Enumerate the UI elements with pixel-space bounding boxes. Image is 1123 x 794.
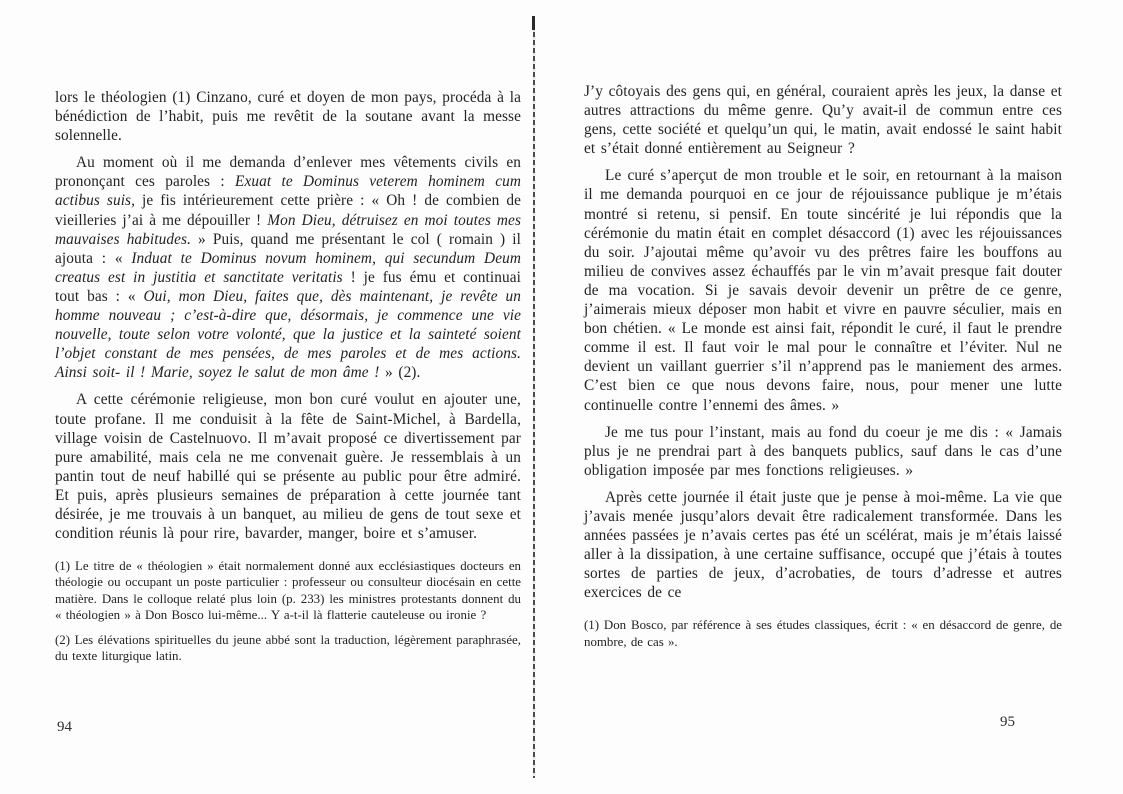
left-page-body bbox=[55, 88, 521, 543]
page-number-right: 95 bbox=[1000, 714, 1015, 730]
paragraph: lors le théologien (1) Cinzano, curé et doyen de mon pays, procéda à la bénédiction de l’habit, puis me revêtit de la soutane avant la messe solennelle. bbox=[55, 89, 521, 145]
paragraph: J’y côtoyais des gens qui, en général, couraient après les jeux, la danse et autres attractions du même genre. Qu’y avait-il de commun entre ces gens, cette société et quelqu’un qui, le matin, avait endossé le saint habit et s’était donné entièrement au Seigneur ? bbox=[584, 83, 1062, 158]
right-page-footnotes bbox=[584, 617, 1062, 649]
paragraph: Je me tus pour l’instant, mais au fond du coeur je me dis : « Jamais plus je ne prendrai part à des banquets publics, sauf dans le cas d’une obligation imposée par mes fonctions religieuses. » bbox=[584, 423, 1062, 479]
paragraph: Après cette journée il était juste que je pense à moi-même. La vie que j’avais menée jusqu’alors devait être radicalement transformée. Dans les années passées je n’avais certes pas été un scélérat, mais je m’étais laissé aller à la dissipation, à une certaine suffisance, occupé que j’étais à toutes sortes de parties de jeux, d’acrobaties, de tours d’adresse et autres exercices de ce bbox=[584, 488, 1062, 602]
page-number-left: 94 bbox=[57, 719, 72, 735]
paragraph: Au moment où il me demanda d’enlever mes vêtements civils en prononçant ces paroles : Exuat te Dominus veterem hominem cum actibus suis, je fis intérieurement cette prière : « Oh ! de combien de vieilleries j’ai à me dépouiller ! Mon Dieu, détruisez en moi toutes mes mauvaises habitudes. » Puis, quand me présentant le col ( romain ) il ajouta : « Induat te Dominus novum hominem, qui secundum Deum creatus est in justitia et sanctitate veritatis ! je fus ému et continuai tout bas : « Oui, mon Dieu, faites que, dès maintenant, je revête un homme nouveau ; c’est-à-dire que, désormais, je commence une vie nouvelle, toute selon votre volonté, que la justice et la sainteté soient l’objet constant de mes pensées, de mes paroles et de mes actions. Ainsi soit- il ! Marie, soyez le salut de mon âme ! » (2). bbox=[55, 154, 522, 382]
page-left bbox=[55, 88, 521, 673]
footnote: (1) Don Bosco, par référence à ses études classiques, écrit : « en désaccord de genre, de nombre, de cas ». bbox=[584, 618, 1062, 649]
paragraph: A cette cérémonie religieuse, mon bon curé voulut en ajouter une, toute profane. Il me conduisit à la fête de Saint-Michel, à Bardella, village voisin de Castelnuovo. Il m’avait proposé ce divertissement par pure amabilité, mais cela ne me convenait guère. Je ressemblais à un pantin tout de neuf habillé qui se présente au public pour être admiré. Et puis, après plusieurs semaines de préparation à cette journée tant désirée, je me trouvais à un banquet, au milieu de gens de tout sexe et condition réunis là pour rire, bavarder, manger, boire et s’amuser. bbox=[55, 391, 521, 543]
right-page-body bbox=[584, 82, 1062, 602]
footnote: (2) Les élévations spirituelles du jeune abbé sont la traduction, légèrement paraphrasée, du texte liturgique latin. bbox=[55, 632, 521, 664]
paragraph: Le curé s’aperçut de mon trouble et le soir, en retournant à la maison il me demanda pourquoi en ce jour de réjouissance publique je m’étais montré si retenu, si pensif. En toute sincérité je lui répondis que la cérémonie du matin était en complet désaccord (1) avec les réjouissances du soir. J’ajoutai même qu’avoir vu des prêtres faire les bouffons au milieu de convives assez échauffés par le vin m’avait presque fait douter de ma vocation. Si je savais devoir devenir un prêtre de ce genre, j’aimerais mieux déposer mon habit et vivre en pauvre séculier, mais en bon chétien. « Le monde est ainsi fait, répondit le curé, il faut le prendre comme il est. Il faut voir le mal pour le connaître et l’éviter. Nul ne devient un vaillant guerrier s’il n’apprend pas le maniement des armes. C’est bien ce que nous devons faire, nous, pour mener une lutte continuelle contre l’ennemi des âmes. » bbox=[584, 167, 1062, 414]
footnote: (1) Le titre de « théologien » était normalement donné aux ecclésiastiques docteurs en théologie ou occupant un poste particulier : professeur ou consulteur diocésain en cette matière. Dans le colloque relaté plus loin (p. 233) les ministres protestants donnent du « théologien » à Don Bosco lui-même... Y a-t-il là flatterie cauteleuse ou ironie ? bbox=[55, 559, 521, 622]
page-right bbox=[584, 82, 1062, 659]
page-gutter-line bbox=[533, 16, 535, 778]
left-page-footnotes bbox=[55, 558, 521, 664]
